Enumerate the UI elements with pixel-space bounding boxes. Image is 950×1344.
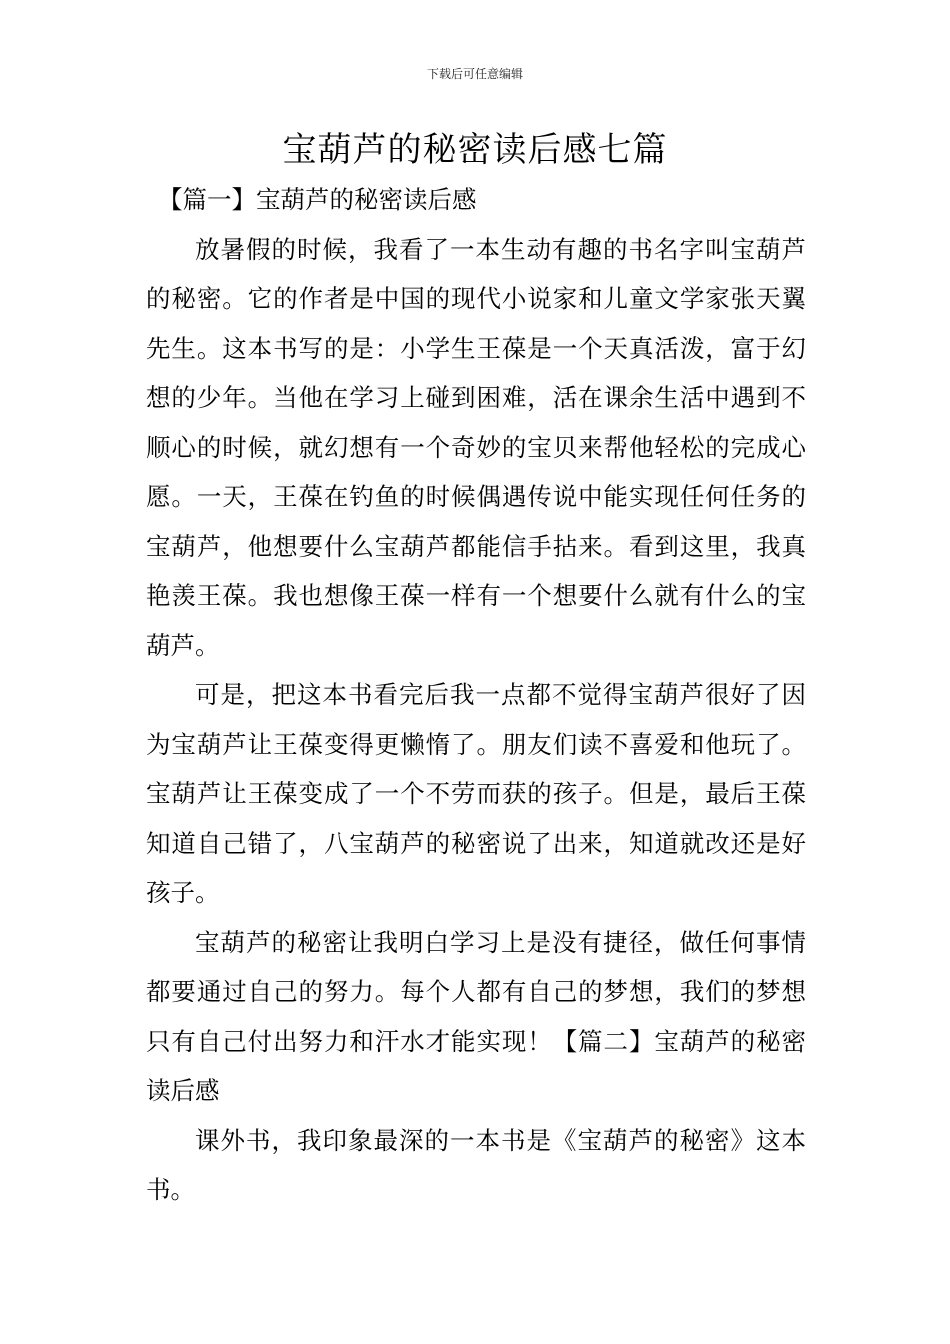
paragraph-2: 可是，把这本书看完后我一点都不觉得宝葫芦很好了因为宝葫芦让王葆变得更懒惰了。朋友们读不喜爱和他玩了。宝葫芦让王葆变成了一个不劳而获的孩子。但是，最后王葆知道自己错了，八宝葫芦的秘密说了出来，知道就改还是好孩子。 (146, 680, 806, 907)
page-header-note: 下载后可任意编辑 (426, 67, 523, 81)
paragraph-1: 放暑假的时候，我看了一本生动有趣的书名字叫宝葫芦的秘密。它的作者是中国的现代小说家和儿童文学家张天翼先生。这本书写的是：小学生王葆是一个天真活泼，富于幻想的少年。当他在学习上碰到困难，活在课余生活中遇到不顺心的时候，就幻想有一个奇妙的宝贝来帮他轻松的完成心愿。一天，王葆在钓鱼的时候偶遇传说中能实现任何任务的宝葫芦，他想要什么宝葫芦都能信手拈来。看到这里，我真艳羡王葆。我也想像王葆一样有一个想要什么就有什么的宝葫芦。 (146, 234, 806, 660)
paragraph-3: 宝葫芦的秘密让我明白学习上是没有捷径，做任何事情都要通过自己的努力。每个人都有自己的梦想，我们的梦想只有自己付出努力和汗水才能实现！【篇二】宝葫芦的秘密读后感 (146, 927, 806, 1105)
section-heading-1: 【篇一】宝葫芦的秘密读后感 (158, 185, 477, 214)
document-body (146, 175, 806, 1215)
paragraph-4: 课外书，我印象最深的一本书是《宝葫芦的秘密》这本书。 (146, 1125, 806, 1204)
document-title: 宝葫芦的秘密读后感七篇 (282, 130, 668, 170)
